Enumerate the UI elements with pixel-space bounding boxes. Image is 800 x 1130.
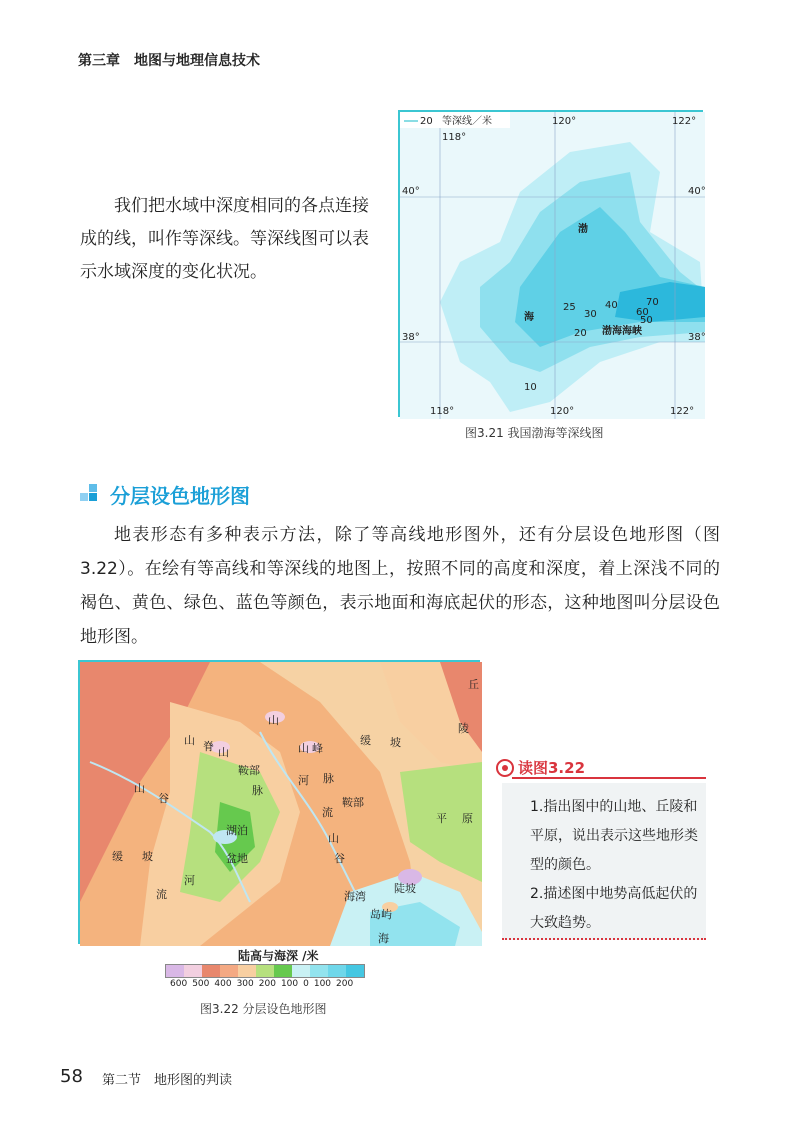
depth-label: 25 <box>563 302 576 313</box>
terrain-legend-bar <box>165 964 365 978</box>
terrain-legend-title: 陆高与海深 /米 <box>238 949 319 963</box>
footer-section: 第二节 地形图的判读 <box>102 1073 233 1088</box>
legend-swatch <box>346 965 364 977</box>
legend-value: 0 <box>303 979 309 989</box>
terrain-label: 河 <box>298 774 309 787</box>
terrain-label: 陡坡 <box>394 882 416 895</box>
depth-label: 40 <box>605 300 618 311</box>
reading-content <box>502 783 706 940</box>
coord-label: 38° <box>688 332 706 343</box>
terrain-label: 陵 <box>458 722 469 735</box>
coord-label: 120° <box>552 116 577 127</box>
reading-icon <box>494 757 516 779</box>
coord-label: 122° <box>670 406 695 417</box>
coord-label: 40° <box>688 186 706 197</box>
bohai-map-svg <box>400 112 705 419</box>
figure-3-22-caption: 图3.22 分层设色地形图 <box>200 1002 327 1016</box>
reading-item: 2.描述图中地势高低起伏的大致趋势。 <box>530 886 698 931</box>
bohai-label-hai: 海 <box>524 312 534 323</box>
depth-label: 70 <box>646 297 659 308</box>
terrain-label: 脉 <box>323 772 334 785</box>
terrain-label: 山 <box>218 746 229 759</box>
legend-value: 300 <box>236 979 254 989</box>
terrain-label: 河 <box>184 874 195 887</box>
intro-paragraph: 我们把水域中深度相同的各点连接成的线，叫作等深线。等深线图可以表示水域深度的变化状况。 <box>80 196 369 282</box>
terrain-legend-values <box>170 979 410 989</box>
terrain-label: 流 <box>322 806 333 819</box>
terrain-label: 丘 <box>468 678 479 691</box>
bohai-label-bo: 渤 <box>578 224 588 235</box>
coord-label: 38° <box>402 332 420 343</box>
terrain-labels <box>80 662 482 946</box>
bohai-isobath-map <box>398 110 706 417</box>
legend-value: 100 <box>280 979 299 989</box>
terrain-label: 海湾 <box>344 890 366 903</box>
legend-swatch <box>184 965 202 977</box>
chapter-header: 第三章 地图与地理信息技术 <box>78 53 260 69</box>
terrain-label: 缓 <box>112 850 123 863</box>
body-paragraph: 地表形态有多种表示方法，除了等高线地形图外，还有分层设色地形图（图3.22）。在绘有等高线和等深线的地图上，按照不同的高度和深度，着上深浅不同的褐色、黄色、绿色、蓝色等颜色，表示地面和海底起伏的形态，这种地图叫分层设色地形图。 <box>80 525 720 647</box>
layered-terrain-map <box>78 660 480 944</box>
coord-label: 40° <box>402 186 420 197</box>
terrain-label: 流 <box>156 888 167 901</box>
terrain-label: 山 <box>184 734 195 747</box>
reading-item: 1.指出图中的山地、丘陵和平原，说出表示这些地形类型的颜色。 <box>530 799 698 873</box>
reading-box <box>494 757 708 943</box>
terrain-label: 岛屿 <box>370 908 392 921</box>
terrain-label: 山 <box>328 832 339 845</box>
terrain-label: 原 <box>462 812 473 825</box>
terrain-label: 盆地 <box>226 852 248 865</box>
legend-value: 500 <box>192 979 210 989</box>
coord-label: 122° <box>672 116 697 127</box>
section-title: 分层设色地形图 <box>110 484 250 508</box>
legend-swatch <box>274 965 292 977</box>
terrain-label: 谷 <box>334 852 345 865</box>
legend-swatch <box>202 965 220 977</box>
terrain-label: 峰 <box>312 742 323 755</box>
depth-label: 60 <box>636 307 649 318</box>
legend-swatch <box>328 965 346 977</box>
terrain-label: 谷 <box>158 792 169 805</box>
depth-label: 30 <box>584 309 597 320</box>
terrain-label: 山 <box>268 714 279 727</box>
legend-value: 400 <box>214 979 232 989</box>
legend-value: 600 <box>170 979 188 989</box>
terrain-label: 平 <box>436 812 447 825</box>
coord-label: 118° <box>442 132 467 143</box>
legend-value: 200 <box>258 979 276 989</box>
reading-title: 读图3.22 <box>518 759 586 777</box>
depth-label: 50 <box>640 315 653 326</box>
legend-swatch <box>166 965 184 977</box>
isobath-legend-value: 20 <box>420 116 433 127</box>
depth-label: 10 <box>524 382 537 393</box>
depth-label: 20 <box>574 328 587 339</box>
coord-label: 120° <box>550 406 575 417</box>
legend-value: 100 <box>313 979 332 989</box>
legend-swatch <box>292 965 310 977</box>
terrain-label: 湖泊 <box>226 824 248 837</box>
legend-swatch <box>256 965 274 977</box>
legend-swatch <box>238 965 256 977</box>
terrain-label: 坡 <box>390 736 401 749</box>
terrain-label: 坡 <box>142 850 153 863</box>
terrain-label: 海 <box>378 932 389 945</box>
isobath-legend-label: 等深线／米 <box>442 116 492 127</box>
page-number: 58 <box>60 1066 83 1087</box>
bohai-strait-label: 渤海海峡 <box>602 326 642 337</box>
terrain-label: 脊 <box>203 740 214 753</box>
figure-3-21-caption: 图3.21 我国渤海等深线图 <box>465 426 604 440</box>
terrain-label: 山 <box>134 782 145 795</box>
legend-swatch <box>220 965 238 977</box>
terrain-label: 鞍部 <box>342 796 364 809</box>
legend-swatch <box>310 965 328 977</box>
terrain-label: 鞍部 <box>238 764 260 777</box>
coord-label: 118° <box>430 406 455 417</box>
terrain-label: 山 <box>298 742 309 755</box>
terrain-label: 脉 <box>252 784 263 797</box>
terrain-label: 缓 <box>360 734 371 747</box>
legend-value: 200 <box>336 979 354 989</box>
section-bullet-icon <box>80 483 100 503</box>
